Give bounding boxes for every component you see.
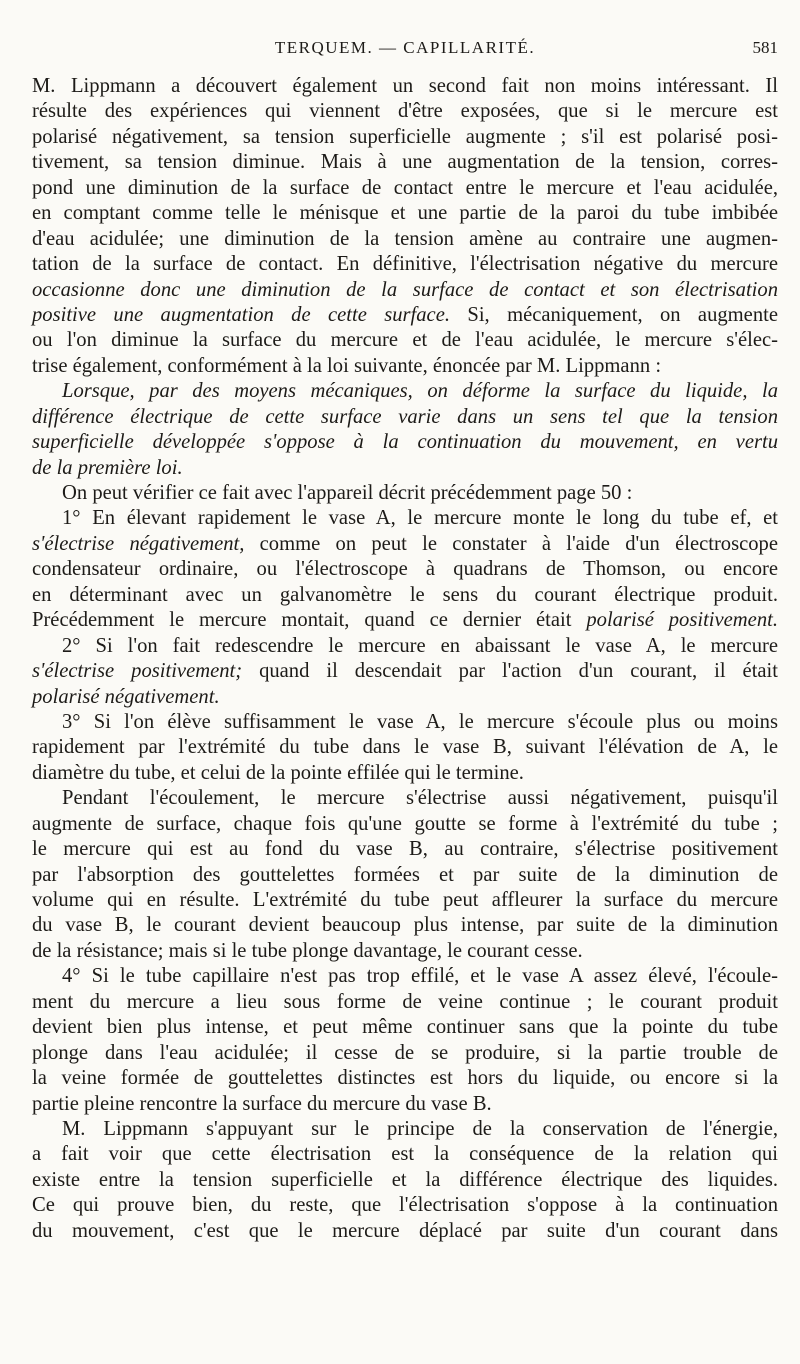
text-line: M. Lippmann s'appuyant sur le principe de la conservation de l'énergie, <box>62 1117 778 1140</box>
text-line: du mouvement, c'est que le mercure déplacé par suite d'un courant dans <box>32 1219 778 1242</box>
page-number: 581 <box>752 38 778 57</box>
text-line: 4° Si le tube capillaire n'est pas trop effilé, et le vase A assez élevé, l'écoule- <box>62 965 778 988</box>
text-line: existe entre la tension superficielle et la différence électrique des liquides. <box>32 1168 778 1191</box>
text-line: devient bien plus intense, et peut même continuer sans que la pointe du tube <box>32 1016 778 1039</box>
text-line: le mercure qui est au fond du vase B, au contraire, s'électrise positivement <box>32 838 778 861</box>
text-line: en déterminant avec un galvanomètre le sens du courant électrique produit. <box>32 583 778 606</box>
text-line: tation de la surface de contact. En définitive, l'électrisation négative du mercure <box>32 253 778 276</box>
text-line: Précédemment le mercure montait, quand ce dernier était polarisé positivement. <box>32 609 778 632</box>
text-line: la veine formée de gouttelettes distinctes est hors du liquide, ou encore si la <box>32 1067 778 1090</box>
text-line: a fait voir que cette électrisation est la conséquence de la relation qui <box>32 1143 778 1166</box>
text-line: par l'absorption des gouttelettes formées et par suite de la diminution de <box>32 863 778 886</box>
text-line: s'électrise négativement, comme on peut le constater à l'aide d'un électroscope <box>32 532 778 555</box>
text-line: pond une diminution de la surface de contact entre le mercure et l'eau acidulée, <box>32 176 778 199</box>
text-line: résulte des expériences qui viennent d'être exposées, que si le mercure est <box>32 100 778 123</box>
text-line: positive une augmentation de cette surface. Si, mécaniquement, on augmente <box>32 303 778 326</box>
text-line: ment du mercure a lieu sous forme de veine continue ; le courant produit <box>32 990 778 1013</box>
text-line: trise également, conformément à la loi suivante, énoncée par M. Lippmann : <box>32 354 662 377</box>
text-line: augmente de surface, chaque fois qu'une goutte se forme à l'extrémité du tube ; <box>32 812 778 835</box>
text-line: s'électrise positivement; quand il descendait par l'action d'un courant, il était <box>32 660 778 683</box>
text-line: superficielle développée s'oppose à la continuation du mouvement, en vertu <box>32 431 778 454</box>
text-line: de la résistance; mais si le tube plonge davantage, le courant cesse. <box>32 939 583 962</box>
text-line: différence électrique de cette surface varie dans un sens tel que la tension <box>32 405 778 428</box>
text-line: diamètre du tube, et celui de la pointe effilée qui le termine. <box>32 761 524 784</box>
text-line: partie pleine rencontre la surface du mercure du vase B. <box>32 1092 492 1115</box>
text-line: tivement, sa tension diminue. Mais à une augmentation de la tension, corres- <box>32 151 778 174</box>
text-line: M. Lippmann a découvert également un second fait non moins intéressant. Il <box>32 75 778 97</box>
text-line: Ce qui prouve bien, du reste, que l'électrisation s'oppose à la continuation <box>32 1194 778 1217</box>
text-line: occasionne donc une diminution de la surface de contact et son électrisation <box>32 278 778 301</box>
text-line: de la première loi. <box>32 456 183 479</box>
body-text <box>32 74 778 1244</box>
text-line: polarisé négativement. <box>32 685 220 708</box>
text-line: d'eau acidulée; une diminution de la tension amène au contraire une augmen- <box>32 227 778 250</box>
page-header <box>32 34 778 64</box>
text-line: en comptant comme telle le ménisque et une partie de la paroi du tube imbibée <box>32 202 778 225</box>
text-line: polarisé négativement, sa tension superficielle augmente ; s'il est polarisé posi- <box>32 125 778 148</box>
text-line: On peut vérifier ce fait avec l'appareil décrit précédemment page 50 : <box>62 482 633 504</box>
text-line: plonge dans l'eau acidulée; il cesse de se produire, si la partie trouble de <box>32 1041 778 1064</box>
text-line: condensateur ordinaire, ou l'électroscope à quadrans de Thomson, ou encore <box>32 558 778 581</box>
text-line: 1° En élevant rapidement le vase A, le mercure monte le long du tube ef, et <box>62 507 778 530</box>
text-line: volume qui en résulte. L'extrémité du tube peut affleurer la surface du mercure <box>32 889 778 911</box>
text-line: Pendant l'écoulement, le mercure s'électrise aussi négativement, puisqu'il <box>62 787 778 810</box>
text-line: 2° Si l'on fait redescendre le mercure en abaissant le vase A, le mercure <box>62 634 778 657</box>
text-line: 3° Si l'on élève suffisamment le vase A, le mercure s'écoule plus ou moins <box>62 710 778 733</box>
text-line: Lorsque, par des moyens mécaniques, on déforme la surface du liquide, la <box>62 380 778 403</box>
text-line: rapidement par l'extrémité du tube dans le vase B, suivant l'élévation de A, le <box>32 736 778 759</box>
running-head: TERQUEM. — CAPILLARITÉ. <box>274 38 536 57</box>
text-line: du vase B, le courant devient beaucoup plus intense, par suite de la diminution <box>32 914 778 937</box>
text-line: ou l'on diminue la surface du mercure et de l'eau acidulée, le mercure s'élec- <box>32 329 778 352</box>
